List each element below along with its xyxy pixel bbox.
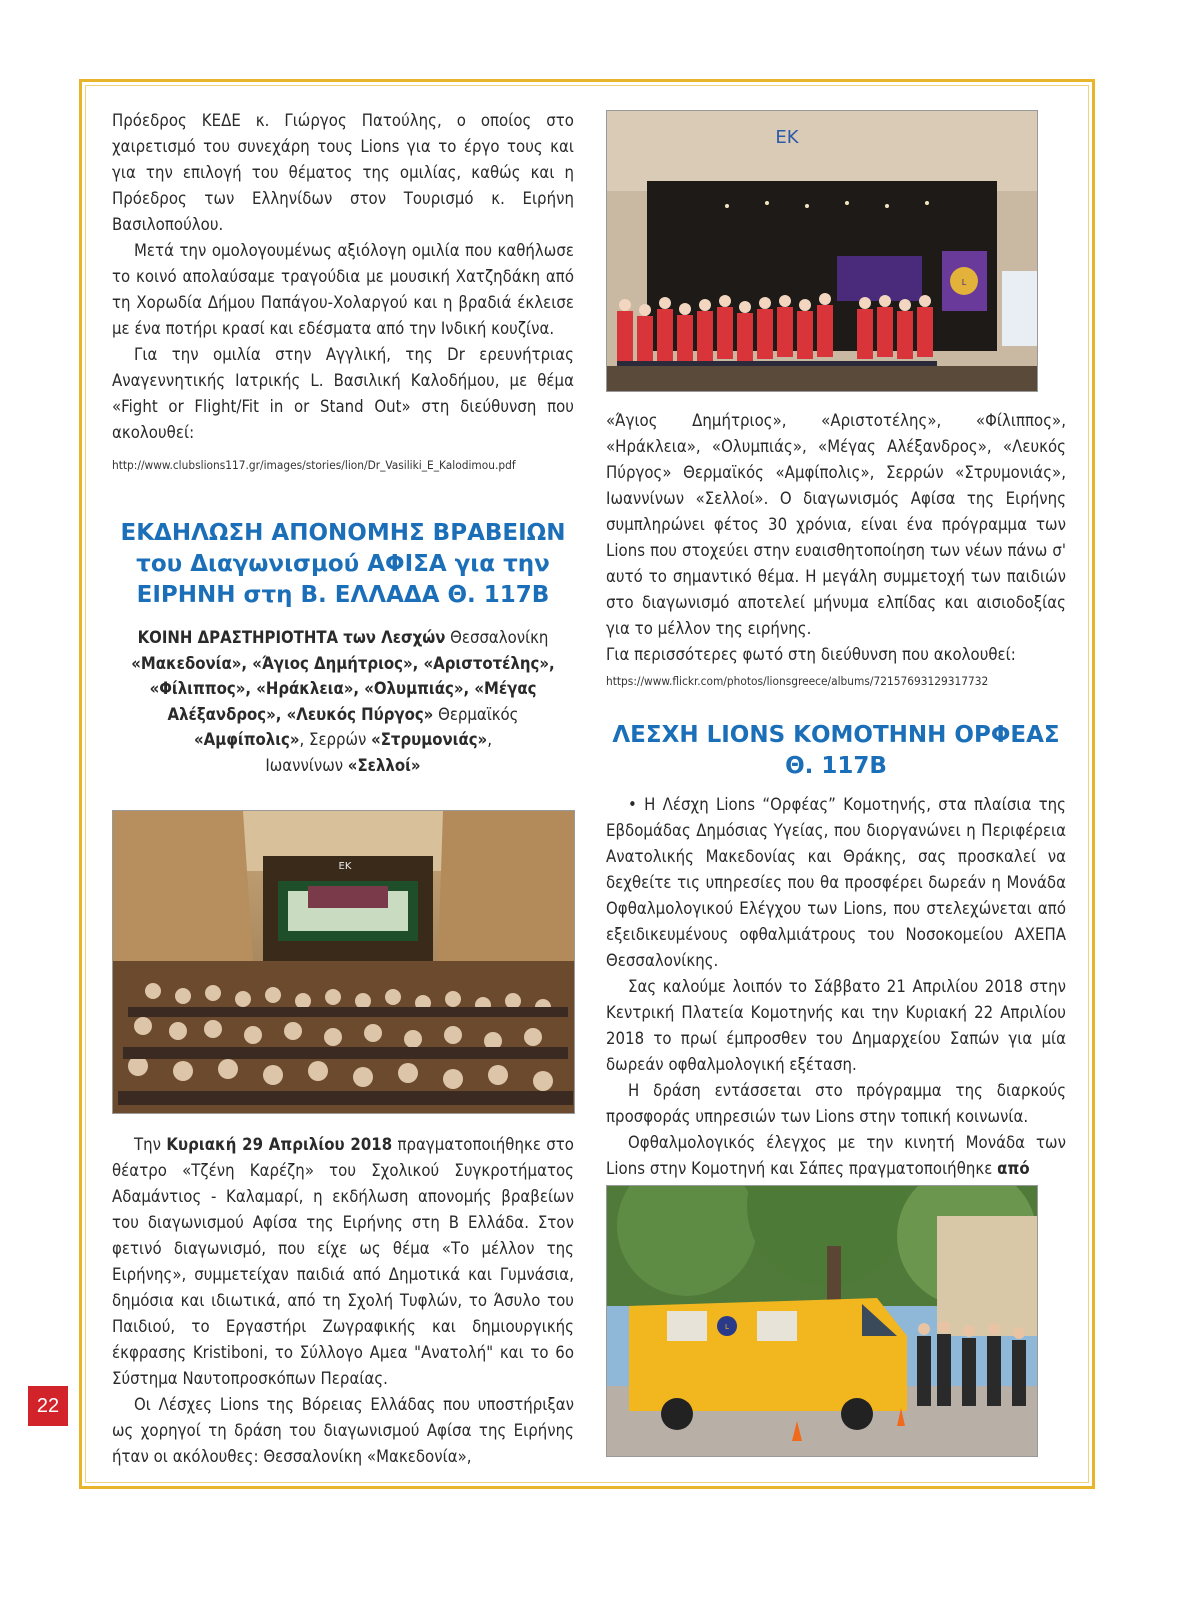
choir-photo xyxy=(606,110,1038,392)
sub-text: Αλέξανδρος», «Λευκός Πύργος» xyxy=(167,704,434,724)
auditorium-illustration xyxy=(113,811,574,1113)
headline-line: ΛΕΣΧΗ LIONS ΚΟΜΟΤΗΝΗ ΟΡΦΕΑΣ xyxy=(612,722,1060,748)
paragraph: Για την ομιλία στην Αγγλική, της Dr ερευνήτριας Αναγεννητικής Ιατρικής L. Βασιλική Καλοδήμου, με θέμα «Fight or Flight/Fit in or Stand Out» στη διεύθυνση που ακολουθεί: xyxy=(112,345,574,442)
body-text: Οφθαλμολογικός έλεγχος με την κινητή Μονάδα των Lions στην Κομοτηνή και Σάπες πραγματοποιήθηκε xyxy=(606,1133,1066,1178)
sub-text: «Μακεδονία», «Άγιος Δημήτριος», «Αριστοτέλης», xyxy=(131,653,555,673)
right-body xyxy=(606,408,1066,1182)
paragraph: Για περισσότερες φωτό στη διεύθυνση που ακολουθεί: xyxy=(606,645,1016,664)
paragraph: Σας καλούμε λοιπόν το Σάββατο 21 Απριλίου 2018 στην Κεντρική Πλατεία Κομοτηνής και την Κυριακή 22 Απριλίου 2018 το πρωί έμπροσθεν του Δημαρχείου Σαπών για μία δωρεάν οφθαλμολογική εξέταση. xyxy=(606,977,1066,1074)
stage-logo: EK xyxy=(338,861,352,872)
stage-logo: EK xyxy=(775,127,799,148)
paragraph: «Άγιος Δημήτριος», «Αριστοτέλης», «Φίλιππος», «Ηράκλεια», «Ολυμπιάς», «Μέγας Αλέξανδρος», «Λευκός Πύργος» Θερμαϊκός «Αμφίπολις», Σερρών «Στρυμονιάς», Ιωαννίνων «Σελλοί». Ο διαγωνισμός Αφίσα της Ειρήνης συμπληρώνει φέτος 30 χρόνια, είναι ένα πρόγραμμα των Lions που στοχεύει στην ευαισθητοποίηση των νέων πάνω σ' αυτό το σημαντικό θέμα. Η μεγάλη συμμετοχή των παιδιών στο διαγωνισμό αποτελεί μήνυμα ελπίδας και αισιοδοξίας για το μέλλον της ειρήνης. xyxy=(606,411,1066,638)
lions-emblem-icon xyxy=(950,267,978,295)
sub-text: , xyxy=(487,730,492,749)
sub-text: , Σερρών xyxy=(299,730,372,749)
paragraph xyxy=(112,1132,574,1392)
paragraph: Οι Λέσχες Lions της Βόρειας Ελλάδας που υποστήριξαν ως χορηγοί τη δράση του διαγωνισμού Αφίσα της Ειρήνης ήταν οι ακόλουθες: Θεσσαλονίκη «Μακεδονία», xyxy=(112,1395,574,1466)
sub-text: «Φίλιππος», «Ηράκλεια», «Ολυμπιάς», «Μέγας xyxy=(149,679,537,698)
paragraph: Πρόεδρος ΚΕΔΕ κ. Γιώργος Πατούλης, ο οποίος στο χαιρετισμό του συνεχάρη τους Lions για το έργο τους και για την επιλογή του θέματος της ομιλίας, καθώς και η Πρόεδρος των Ελληνίδων στον Τουρισμό κ. Ειρήνη Βασιλοπούλου. xyxy=(112,111,574,234)
svg-text:L: L xyxy=(961,278,967,287)
sub-text: Θεσσαλονίκη xyxy=(445,628,549,647)
paragraph: • Η Λέσχη Lions “Ορφέας” Κομοτηνής, στα πλαίσια της Εβδομάδας Δημόσιας Υγείας, που διοργανώνει η Περιφέρεια Ανατολικής Μακεδονίας και Θράκης, σας προσκαλεί να δεχθείτε τις υπηρεσίες που θα προσφέρει δωρεάν η Μονάδα Οφθαλμολογικού Ελέγχου των Lions, που στελεχώνεται από εξειδικευμένους οφθαλμιάτρους του Νοσοκομείου ΑΧΕΠΑ Θεσσαλονίκης. xyxy=(606,795,1066,970)
auditorium-photo xyxy=(112,810,575,1114)
section-headline xyxy=(112,518,574,611)
sub-text: Ιωαννίνων xyxy=(265,755,348,775)
choir-illustration xyxy=(607,111,1037,391)
body-text: πραγματοποιήθηκε στο θέατρο «Τζένη Καρέζη» του Σχολικού Συγκροτήματος Αδαμάντιος - Καλαμαρί, η εκδήλωση απονομής βραβείων του διαγωνισμού Αφίσα της Ειρήνης στη Β Ελλάδα. Στον φετινό διαγωνισμό, που είχε ως θέμα «Το μέλλον της Ειρήνης», συμμετείχαν παιδιά από Δημοτικά και Γυμνάσια, δημόσια και ιδιωτικά, από τη Σχολή Τυφλών, το Άσυλο του Παιδιού, το Εργαστήρι Ζωγραφικής και δημιουργικής έκφρασης Kristiboni, το Σύλλογο Αμεα "Ανατολή" και το 6ο Σύστημα Ναυτοπροσκόπων Περαίας. xyxy=(112,1135,574,1388)
body-date: Κυριακή 29 Απριλίου 2018 xyxy=(166,1135,393,1154)
headline-line: του Διαγωνισμού ΑΦΙΣΑ για την xyxy=(136,551,550,577)
headline-line: ΕΙΡΗΝΗ στη Β. ΕΛΛΑΔΑ Θ. 117Β xyxy=(136,582,550,608)
link-url[interactable]: https://www.flickr.com/photos/lionsgreece/albums/72157693129317732 xyxy=(606,674,989,688)
sub-text: «Αμφίπολις» xyxy=(194,730,300,749)
section-headline xyxy=(606,720,1066,782)
eye-unit-van-photo xyxy=(606,1185,1038,1457)
sub-text: «Στρυμονιάς» xyxy=(371,730,488,749)
paragraph: Μετά την ομολογουμένως αξιόλογη ομιλία που καθήλωσε το κοινό απολαύσαμε τραγούδια με μουσική Χατζηδάκη από τη Χορωδία Δήμου Παπάγου-Χολαργού και η βραδιά έκλεισε με ένα ποτήρι κρασί και εδέσματα από την Ινδική κουζίνα. xyxy=(112,241,574,338)
sub-text: «Σελλοί» xyxy=(347,755,421,775)
van xyxy=(629,1298,907,1430)
van-illustration xyxy=(607,1186,1037,1456)
left-body xyxy=(112,1132,574,1470)
paragraph: Η δράση εντάσσεται στο πρόγραμμα της διαρκούς προσφοράς υπηρεσιών των Lions στην τοπική κοινωνία. xyxy=(606,1081,1066,1126)
svg-text:L: L xyxy=(725,1323,729,1331)
headline-line: Θ. 117Β xyxy=(785,753,887,779)
left-column xyxy=(112,108,574,778)
body-text: Την xyxy=(134,1135,167,1154)
sub-text: Θερμαϊκός xyxy=(433,704,519,724)
page-number: 22 xyxy=(28,1386,68,1426)
body-text: από xyxy=(997,1159,1030,1178)
paragraph xyxy=(606,1130,1066,1182)
clubs-subtitle xyxy=(112,625,574,778)
lions-emblem-icon xyxy=(717,1316,737,1336)
link-url[interactable]: http://www.clubslions117.gr/images/stories/lion/Dr_Vasiliki_E_Kalodimou.pdf xyxy=(112,458,516,472)
headline-line: ΕΚΔΗΛΩΣΗ ΑΠΟΝΟΜΗΣ ΒΡΑΒΕΙΩΝ xyxy=(120,520,566,546)
sub-text: ΚΟΙΝΗ ΔΡΑΣΤΗΡΙΟΤΗΤΑ των Λεσχών xyxy=(137,628,446,647)
